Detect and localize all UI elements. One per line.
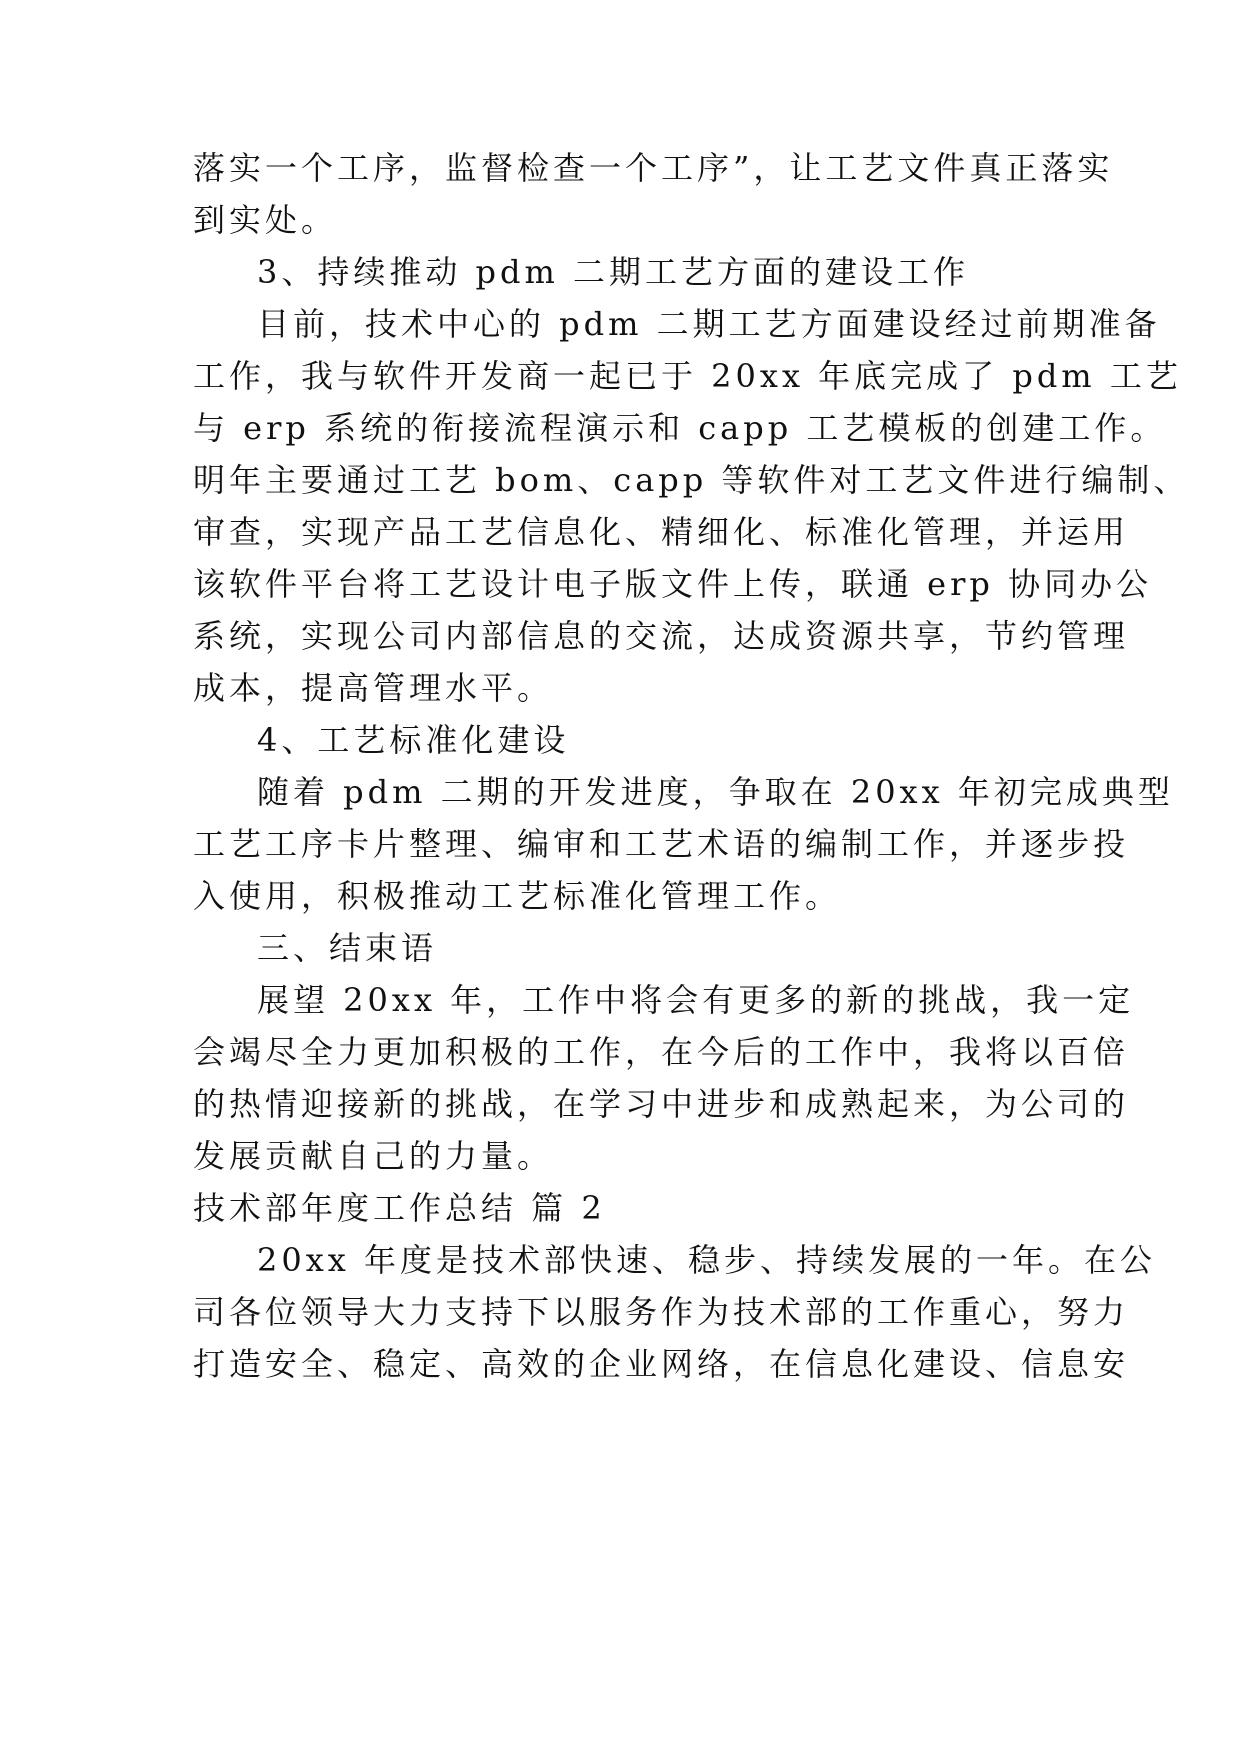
body-line: 审查，实现产品工艺信息化、精细化、标准化管理，并运用 [193, 513, 1130, 551]
section-heading: 三、结束语 [257, 929, 438, 967]
body-line: 工作，我与软件开发商一起已于 20xx 年底完成了 pdm 工艺 [193, 357, 1182, 395]
body-line: 会竭尽全力更加积极的工作，在今后的工作中，我将以百倍 [193, 1033, 1130, 1071]
article-title: 技术部年度工作总结 篇 2 [193, 1189, 606, 1227]
body-line: 明年主要通过工艺 bom、capp 等软件对工艺文件进行编制、 [193, 461, 1190, 499]
body-line: 系统，实现公司内部信息的交流，达成资源共享，节约管理 [193, 617, 1130, 655]
paragraph-first-line: 展望 20xx 年，工作中将会有更多的新的挑战，我一定 [257, 981, 1135, 1019]
body-line: 该软件平台将工艺设计电子版文件上传，联通 erp 协同办公 [193, 565, 1153, 603]
body-line: 打造安全、稳定、高效的企业网络，在信息化建设、信息安 [193, 1345, 1130, 1383]
body-line: 落实一个工序，监督检查一个工序”，让工艺文件真正落实 [193, 149, 1114, 187]
body-line: 的热情迎接新的挑战，在学习中进步和成熟起来，为公司的 [193, 1085, 1130, 1123]
paragraph-first-line: 20xx 年度是技术部快速、稳步、持续发展的一年。在公 [257, 1241, 1156, 1279]
body-line: 成本，提高管理水平。 [193, 669, 554, 707]
section-heading: 4、工艺标准化建设 [257, 721, 570, 759]
body-line: 入使用，积极推动工艺标准化管理工作。 [193, 877, 842, 915]
body-line: 司各位领导大力支持下以服务作为技术部的工作重心，努力 [193, 1293, 1130, 1331]
body-line: 工艺工序卡片整理、编审和工艺术语的编制工作，并逐步投 [193, 825, 1130, 863]
paragraph-first-line: 随着 pdm 二期的开发进度，争取在 20xx 年初完成典型 [257, 773, 1174, 811]
section-heading: 3、持续推动 pdm 二期工艺方面的建设工作 [257, 253, 970, 291]
paragraph-first-line: 目前，技术中心的 pdm 二期工艺方面建设经过前期准备 [257, 305, 1161, 343]
body-line: 发展贡献自己的力量。 [193, 1137, 554, 1175]
body-line: 到实处。 [193, 201, 338, 239]
body-line: 与 erp 系统的衔接流程演示和 capp 工艺模板的创建工作。 [193, 409, 1167, 447]
